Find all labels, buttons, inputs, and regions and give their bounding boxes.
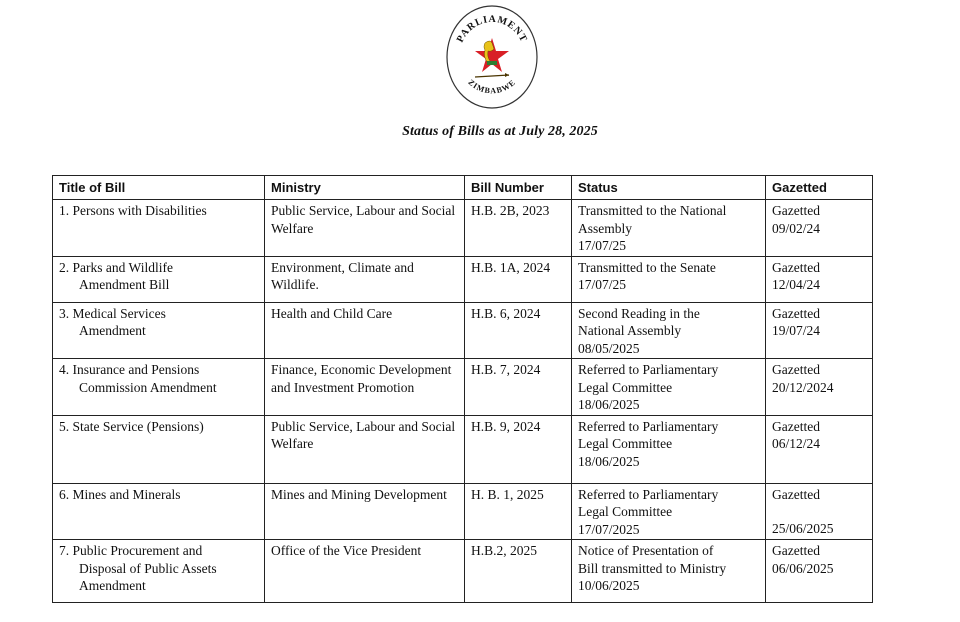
gazetted-date: 12/04/24: [772, 277, 821, 292]
bills-table: [52, 175, 873, 603]
table-row: [53, 415, 873, 483]
svg-text:ZIMBABWE: ZIMBABWE: [466, 77, 518, 96]
bill-status-line: National Assembly: [578, 323, 682, 338]
bill-status: [572, 415, 766, 483]
gazetted-label: Gazetted: [772, 305, 820, 321]
bill-title-line: 5. State Service (Pensions): [59, 418, 204, 434]
bill-title-line: Amendment: [79, 578, 146, 593]
bill-title-line: Commission Amendment: [79, 379, 217, 395]
bill-status: [572, 483, 766, 540]
bill-number: H.B. 7, 2024: [465, 359, 572, 416]
column-header-ministry: Ministry: [265, 176, 465, 200]
document-title: Status of Bills as at July 28, 2025: [402, 124, 598, 139]
gazetted-label: Gazetted: [772, 203, 820, 218]
table-row: [53, 256, 873, 302]
table-row: [53, 540, 873, 603]
bill-status-line: 18/06/2025: [578, 397, 640, 412]
gazetted-date: 09/02/24: [772, 220, 821, 236]
column-header-status: Status: [572, 176, 766, 200]
bill-number: H.B. 6, 2024: [465, 302, 572, 359]
bill-status-line: 10/06/2025: [578, 578, 640, 593]
table-row: [53, 483, 873, 540]
bill-status-line: 17/07/2025: [578, 521, 640, 537]
bill-status: [572, 302, 766, 359]
bill-gazetted: [766, 483, 873, 540]
gazetted-date: 06/12/24: [772, 436, 821, 451]
bill-status-line: Assembly: [578, 220, 632, 236]
bill-status-line: Referred to Parliamentary: [578, 418, 719, 434]
bill-status-line: 08/05/2025: [578, 340, 640, 356]
bill-title: [53, 256, 265, 302]
gazetted-date: 20/12/2024: [772, 379, 834, 395]
bill-gazetted: [766, 200, 873, 257]
column-header-title: Title of Bill: [53, 176, 265, 200]
bill-status-line: 17/07/25: [578, 277, 627, 292]
bill-title-line: Disposal of Public Assets: [79, 560, 217, 576]
bill-ministry: Office of the Vice President: [265, 540, 465, 603]
bill-title: [53, 359, 265, 416]
bill-ministry: Public Service, Labour and Social Welfare: [265, 415, 465, 483]
gazetted-label: Gazetted: [772, 486, 820, 502]
bill-status: [572, 359, 766, 416]
bill-ministry: Public Service, Labour and Social Welfare: [265, 200, 465, 257]
bill-status-line: Notice of Presentation of: [578, 543, 714, 558]
bill-status-line: Referred to Parliamentary: [578, 486, 719, 502]
parliament-emblem-icon: [445, 4, 539, 110]
gazetted-date: 25/06/2025: [772, 521, 834, 536]
bill-number: H.B. 2B, 2023: [465, 200, 572, 257]
bill-title: [53, 540, 265, 603]
bill-status: [572, 256, 766, 302]
bill-title-line: 6. Mines and Minerals: [59, 486, 181, 502]
bill-number: H.B.2, 2025: [465, 540, 572, 603]
column-header-bill-number: Bill Number: [465, 176, 572, 200]
bill-status: [572, 200, 766, 257]
bill-status-line: 18/06/2025: [578, 453, 640, 469]
bill-title: [53, 302, 265, 359]
bill-ministry: Mines and Mining Development: [265, 483, 465, 540]
table-header-row: [53, 176, 873, 200]
parliament-emblem: [445, 4, 539, 110]
bill-title-line: 2. Parks and Wildlife: [59, 259, 173, 275]
bill-status-line: Referred to Parliamentary: [578, 362, 719, 377]
bill-gazetted: [766, 359, 873, 416]
bill-title-line: Amendment: [79, 323, 146, 338]
bill-title-line: 3. Medical Services: [59, 305, 166, 321]
bill-title-line: 4. Insurance and Pensions: [59, 362, 200, 377]
bill-title-line: 1. Persons with Disabilities: [59, 203, 207, 218]
bill-ministry: Health and Child Care: [265, 302, 465, 359]
bill-status-line: Legal Committee: [578, 436, 673, 451]
gazetted-label: Gazetted: [772, 418, 820, 434]
bill-number: H.B. 1A, 2024: [465, 256, 572, 302]
bill-title: [53, 483, 265, 540]
gazetted-label: Gazetted: [772, 362, 820, 377]
bill-ministry: Environment, Climate and Wildlife.: [265, 256, 465, 302]
bill-ministry: Finance, Economic Development and Investment Promotion: [265, 359, 465, 416]
table-row: [53, 302, 873, 359]
bill-status: [572, 540, 766, 603]
gazetted-label: Gazetted: [772, 543, 820, 558]
bill-title-line: Amendment Bill: [79, 277, 170, 292]
bill-number: H. B. 1, 2025: [465, 483, 572, 540]
table-row: [53, 200, 873, 257]
bill-gazetted: [766, 256, 873, 302]
bill-status-line: Bill transmitted to Ministry: [578, 560, 727, 576]
column-header-gazetted: Gazetted: [766, 176, 873, 200]
svg-text:PARLIAMENT: PARLIAMENT: [454, 13, 530, 45]
bill-status-line: Transmitted to the National: [578, 203, 727, 218]
gazetted-date: 19/07/24: [772, 323, 821, 338]
bill-status-line: Transmitted to the Senate: [578, 259, 716, 275]
bill-gazetted: [766, 415, 873, 483]
gazetted-label: Gazetted: [772, 259, 820, 275]
bill-status-line: Legal Committee: [578, 504, 673, 519]
bill-number: H.B. 9, 2024: [465, 415, 572, 483]
bill-title-line: 7. Public Procurement and: [59, 543, 203, 558]
table-row: [53, 359, 873, 416]
bill-gazetted: [766, 302, 873, 359]
gazetted-date: 06/06/2025: [772, 560, 834, 576]
bill-status-line: Legal Committee: [578, 379, 673, 395]
bill-title: [53, 415, 265, 483]
bill-title: [53, 200, 265, 257]
bill-status-line: Second Reading in the: [578, 305, 700, 321]
bill-status-line: 17/07/25: [578, 238, 627, 253]
bill-gazetted: [766, 540, 873, 603]
